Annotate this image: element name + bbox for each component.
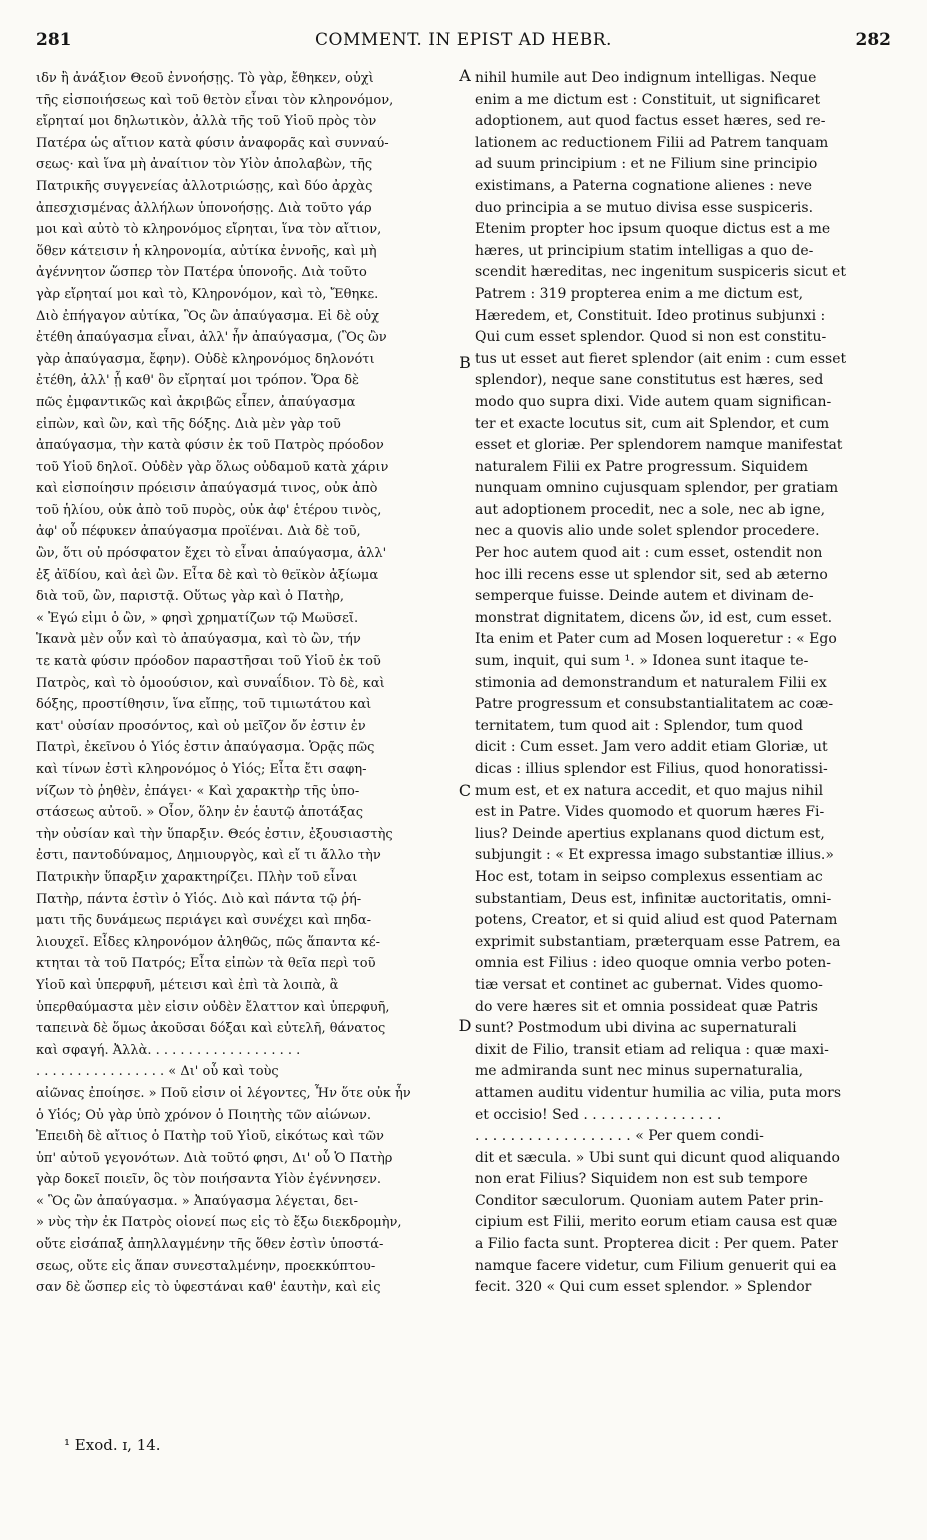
running-title: COMMENT. IN EPIST AD HEBR. bbox=[315, 30, 612, 50]
text-line: κατ' οὐσίαν προσόντος, καὶ οὐ μεῖζον ὄν ἐστιν ἐν bbox=[36, 718, 366, 734]
text-line: a Filio facta sunt. Propterea dicit : Per quem. Pater bbox=[475, 1236, 838, 1253]
text-line: me admiranda sunt nec minus supernaturalia, bbox=[475, 1063, 804, 1080]
text-line: ter et exacte locutus sit, cum ait Splendor, et cum bbox=[475, 415, 830, 432]
text-line: . . . . . . . . . . . . . . . . . . « Per quem condi- bbox=[475, 1128, 764, 1145]
text-line: lius? Deinde apertius explanans quod dictum est, bbox=[475, 825, 825, 842]
text-line: ternitatem, tum quod ait : Splendor, tum quod bbox=[475, 717, 803, 734]
right-page-number: 282 bbox=[855, 30, 891, 50]
text-line: Per hoc autem quod ait : cum esset, ostendit non bbox=[475, 545, 823, 562]
section-marker-a: A bbox=[459, 66, 471, 85]
text-line: duo principia a se mutuo divisa esse suspiceris. bbox=[475, 199, 814, 216]
text-line: ἀγέννητον ὥσπερ τὸν Πατέρα ὑπονοῆς. Διὰ τοῦτο bbox=[36, 265, 367, 281]
text-line: dicas : illius splendor est Filius, quod honoratissi- bbox=[475, 761, 828, 777]
text-line: hoc illi recens esse ut splendor sit, sed ab æterno bbox=[475, 566, 828, 583]
text-line: σαν δὲ ὥσπερ εἰς τὸ ὑφεστάναι καθ' ἑαυτὴν, καὶ εἰς bbox=[36, 1280, 381, 1296]
text-line: Patrem : 319 propterea enim a me dictum est, bbox=[475, 285, 804, 302]
text-line: σεως· καὶ ἵνα μὴ ἀναίτιον τὸν Υἱὸν ἀπολαβὼν, τῆς bbox=[36, 157, 373, 173]
text-line: » νὺς τὴν ἐκ Πατρὸς οἱονεί πως εἰς τὸ ἔξω διεκδρομὴν, bbox=[36, 1215, 402, 1231]
text-line: adoptionem, aut quod factus esset hæres, sed re- bbox=[475, 113, 826, 130]
text-line: sum, inquit, qui sum ¹. » Idonea sunt itaque te- bbox=[475, 653, 809, 670]
text-line: λιουχεῖ. Εἶδες κληρονόμον ἀληθῶς, πῶς ἅπαντα κέ- bbox=[36, 934, 380, 950]
text-line: substantiam, Deus est, infinitæ auctoritatis, omni- bbox=[475, 890, 832, 907]
text-line: stimonia ad demonstrandum et naturalem Filii ex bbox=[475, 674, 827, 691]
text-line: fecit. 320 « Qui cum esset splendor. » Splendor bbox=[475, 1279, 812, 1296]
text-line: Πατὴρ, πάντα ἐστὶν ὁ Υἱός. Διὸ καὶ πάντα τῷ ῥή- bbox=[36, 891, 362, 907]
section-marker-d: D bbox=[458, 1016, 472, 1035]
text-line: do vere hæres sit et omnia possideat quæ Patris bbox=[475, 998, 818, 1015]
text-line: dit et sæcula. » Ubi sunt qui dicunt quod aliquando bbox=[475, 1149, 840, 1166]
text-line: « Ὃς ὢν ἀπαύγασμα. » Ἀπαύγασμα λέγεται, δει- bbox=[36, 1193, 359, 1209]
text-line: esset et gloriæ. Per splendorem namque manifestat bbox=[475, 437, 843, 454]
text-line: nec a quovis alio unde solet splendor procedere. bbox=[475, 523, 820, 540]
text-line: Πατρὸς, καὶ τὸ ὁμοούσιον, καὶ συναΐδιον. Τὸ δὲ, καὶ bbox=[36, 675, 385, 691]
text-line: cipium est Filii, merito eorum etiam causa est quæ bbox=[475, 1214, 838, 1231]
text-line: naturalem Filii ex Patre progressum. Siquidem bbox=[475, 458, 809, 475]
text-line: εἰπὼν, καὶ ὢν, καὶ τῆς δόξης. Διὰ μὲν γὰρ τοῦ bbox=[36, 416, 341, 432]
text-line: ὅθεν κάτεισιν ἡ κληρονομία, αὐτίκα ἐννοῆς, καὶ μὴ bbox=[36, 243, 377, 259]
text-line: καὶ σφαγή. Ἀλλὰ. . . . . . . . . . . . . . . . . . . bbox=[36, 1042, 301, 1058]
text-line: ὑπερθαύμαστα μὲν εἰσιν οὐδὲν ἔλαττον καὶ ὑπερφυῆ, bbox=[36, 999, 390, 1015]
text-line: potens, Creator, et si quid aliud est quod Paternam bbox=[475, 912, 838, 929]
text-line: nihil humile aut Deo indignum intelligas. Neque bbox=[475, 70, 817, 86]
text-line: ματι τῆς δυνάμεως περιάγει καὶ συνέχει καὶ πηδα- bbox=[36, 913, 372, 929]
text-line: non erat Filius? Siquidem non est sub tempore bbox=[475, 1171, 808, 1188]
text-line: εἴρηταί μοι δηλωτικὸν, ἀλλὰ τῆς τοῦ Υἱοῦ πρὸς τὸν bbox=[36, 114, 377, 130]
text-line: γὰρ εἴρηταί μοι καὶ τὸ, Κληρονόμον, καὶ τὸ, Ἔθηκε. bbox=[36, 286, 379, 302]
text-line: tiæ versat et continet ac gubernat. Vides quomo- bbox=[475, 976, 823, 993]
text-line: νίζων τὸ ῥηθὲν, ἐπάγει· « Καὶ χαρακτὴρ τῆς ὑπο- bbox=[36, 783, 360, 799]
text-line: nunquam omnino cujusquam splendor, per gratiam bbox=[475, 480, 839, 497]
text-line: splendor), neque sane constitutus est hæres, sed bbox=[475, 372, 824, 389]
text-line: omnia est Filius : ideo quoque omnia verbo poten- bbox=[475, 955, 832, 972]
text-line: αἰῶνας ἐποίησε. » Ποῦ εἰσιν οἱ λέγοντες, Ἦν ὅτε οὐκ ἦν bbox=[36, 1085, 411, 1101]
text-line: τοῦ ἡλίου, οὐκ ἀπὸ τοῦ πυρὸς, οὐκ ἀφ' ἑτέρου τινὸς, bbox=[36, 502, 382, 518]
text-line: semperque fuisse. Deinde autem et divinam de- bbox=[475, 588, 814, 605]
text-line: καὶ τίνων ἐστὶ κληρονόμος ὁ Υἱός; Εἶτα ἔτι σαφη- bbox=[36, 762, 367, 777]
text-line: attamen auditu videntur humilia ac vilia, puta mors bbox=[475, 1084, 842, 1101]
page-header bbox=[36, 30, 891, 64]
text-line: Πατέρα ὡς αἴτιον κατὰ φύσιν ἀναφορᾶς καὶ συνναύ- bbox=[36, 135, 389, 151]
text-line: ἐστι, παντοδύναμος, Δημιουργὸς, καὶ εἴ τι ἄλλο τὴν bbox=[36, 848, 381, 864]
text-line: Πατρικῆς συγγενείας ἀλλοτριώσῃς, καὶ δύο ἀρχὰς bbox=[36, 178, 373, 194]
footnote: ¹ Exod. ɪ, 14. bbox=[64, 1436, 161, 1454]
text-line: et occisio! Sed . . . . . . . . . . . . . . . . bbox=[475, 1106, 722, 1123]
text-line: ἀπαύγασμα, τὴν κατὰ φύσιν ἐκ τοῦ Πατρὸς πρόοδον bbox=[36, 438, 384, 454]
text-line: Conditor sæculorum. Quoniam autem Pater prin- bbox=[475, 1192, 824, 1209]
text-line: Υἱοῦ καὶ ὑπερφυῆ, μέτεισι καὶ ἐπὶ τὰ λοιπὰ, ἃ bbox=[36, 977, 339, 993]
text-line: aut adoptionem procedit, nec a sole, nec ab igne, bbox=[475, 501, 826, 518]
text-line: Ἐπειδὴ δὲ αἴτιος ὁ Πατὴρ τοῦ Υἱοῦ, εἰκότως καὶ τῶν bbox=[36, 1129, 384, 1145]
text-line: ὁ Υἱός; Οὐ γὰρ ὑπὸ χρόνον ὁ Ποιητὴς τῶν αἰώνων. bbox=[36, 1107, 372, 1123]
text-line: dicit : Cum esset. Jam vero addit etiam Gloriæ, ut bbox=[475, 739, 828, 756]
text-line: namque facere videtur, cum Filium genuerit qui ea bbox=[475, 1257, 837, 1274]
text-line: Διὸ ἐπήγαγον αὐτίκα, Ὃς ὢν ἀπαύγασμα. Εἰ δὲ οὐχ bbox=[36, 308, 379, 324]
text-line: sunt? Postmodum ubi divina ac supernaturali bbox=[475, 1020, 797, 1037]
text-line: πῶς ἐμφαντικῶς καὶ ἀκριβῶς εἶπεν, ἀπαύγασμα bbox=[36, 394, 356, 410]
text-line: Hoc est, totam in seipso complexus essentiam ac bbox=[475, 868, 823, 885]
text-line: τὴν οὐσίαν καὶ τὴν ὕπαρξιν. Θεός ἐστιν, ἐξουσιαστὴς bbox=[36, 826, 393, 842]
text-line: γὰρ ἀπαύγασμα, ἔφην). Οὐδὲ κληρονόμος δηλονότι bbox=[36, 351, 375, 367]
text-line: ὑπ' αὐτοῦ γεγονότων. Διὰ τοῦτό φησι, Δι' οὗ Ὁ Πατὴρ bbox=[36, 1150, 393, 1166]
text-line: Patre progressum et consubstantialitatem ac coæ- bbox=[475, 696, 834, 713]
section-marker-b: B bbox=[459, 353, 471, 372]
text-line: μοι καὶ αὐτὸ τὸ κληρονόμος εἴρηται, ἵνα τὸν αἴτιον, bbox=[36, 222, 382, 238]
text-line: existimans, a Paterna cognatione alienes : neve bbox=[475, 177, 813, 194]
text-line: ἐτέθη, ἀλλ' ᾗ καθ' ὃν εἴρηταί μοι τρόπον. Ὅρα δὲ bbox=[36, 373, 360, 389]
text-line: subjungit : « Et expressa imago substantiæ illius.» bbox=[475, 847, 834, 864]
text-line: ἀφ' οὗ πέφυκεν ἀπαύγασμα προϊέναι. Διὰ δὲ τοῦ, bbox=[36, 524, 361, 540]
text-line: οὔτε εἰσάπαξ ἀπηλλαγμένην τῆς ὅθεν ἐστὶν ὑποστά- bbox=[36, 1237, 384, 1253]
left-page-number: 281 bbox=[36, 30, 72, 50]
text-line: dixit de Filio, transit etiam ad reliqua : quæ maxi- bbox=[475, 1041, 829, 1058]
text-line: ταπεινὰ δὲ ὅμως ἀκοῦσαι δόξαι καὶ εὐτελῆ, θάνατος bbox=[36, 1021, 386, 1037]
text-line: modo quo supra dixi. Vide autem quam significan- bbox=[475, 393, 832, 410]
text-line: γὰρ δοκεῖ ποιεῖν, ὃς τὸν ποιήσαντα Υἱὸν ἐγέννησεν. bbox=[36, 1172, 382, 1188]
text-line: Πατρὶ, ἐκεῖνου ὁ Υἱός ἐστιν ἀπαύγασμα. Ὁρᾷς πῶς bbox=[36, 740, 375, 756]
text-line: διὰ τοῦ, ὢν, παριστᾷ. Οὕτως γὰρ καὶ ὁ Πατὴρ, bbox=[36, 589, 345, 605]
text-line: monstrat dignitatem, dicens ὤν, id est, cum esset. bbox=[475, 609, 833, 626]
section-marker-c: C bbox=[458, 781, 472, 800]
text-line: δόξης, προστίθησιν, ἵνα εἴπῃς, τοῦ τιμιωτάτου καὶ bbox=[36, 697, 372, 713]
text-line: mum est, et ex natura accedit, et quo majus nihil bbox=[475, 782, 824, 799]
greek-text-column bbox=[36, 68, 456, 1428]
text-line: scendit hæreditas, nec ingenitum suspiceris sicut et bbox=[475, 264, 846, 281]
text-line: τοῦ Υἱοῦ δηλοῖ. Οὐδὲν γὰρ ὅλως οὐδαμοῦ κατὰ χάριν bbox=[36, 459, 389, 475]
text-line: ὢν, ὅτι οὐ πρόσφατον ἔχει τὸ εἶναι ἀπαύγασμα, ἀλλ' bbox=[36, 546, 387, 562]
text-line: ἐτέθη ἀπαύγασμα εἶναι, ἀλλ' ἦν ἀπαύγασμα, (Ὃς ὢν bbox=[36, 330, 387, 346]
text-line: « Ἐγώ εἰμι ὁ ὢν, » φησὶ χρηματίζων τῷ Μωϋσεῖ. bbox=[36, 610, 359, 626]
latin-text-column bbox=[475, 68, 890, 1428]
text-line: ιδν ἢ ἀνάξιον Θεοῦ ἐννοήσῃς. Τὸ γὰρ, ἔθηκεν, οὐχὶ bbox=[36, 71, 374, 86]
text-line: lationem ac reductionem Filii ad Patrem tanquam bbox=[475, 134, 829, 151]
text-line: . . . . . . . . . . . . . . . . « Δι' οὗ καὶ τοὺς bbox=[36, 1064, 279, 1080]
text-line: σεως, οὔτε εἰς ἅπαν συνεσταλμένην, προεκκύπτου- bbox=[36, 1258, 376, 1274]
text-line: est in Patre. Vides quomodo et quorum hæres Fi- bbox=[475, 804, 825, 821]
text-line: Πατρικὴν ὕπαρξιν χαρακτηρίζει. Πλὴν τοῦ εἶναι bbox=[36, 869, 358, 885]
text-line: ad suum principium : et ne Filium sine principio bbox=[475, 156, 818, 173]
text-line: τῆς εἰσποιήσεως καὶ τοῦ θετὸν εἶναι τὸν κληρονόμον, bbox=[36, 92, 394, 108]
text-line: Qui cum esset splendor. Quod si non est constitu- bbox=[475, 329, 827, 346]
text-line: Etenim propter hoc ipsum quoque dictus est a me bbox=[475, 221, 831, 238]
text-line: στάσεως αὐτοῦ. » Οἷον, ὅλην ἐν ἑαυτῷ ἀποτάξας bbox=[36, 805, 363, 821]
text-line: tus ut esset aut fieret splendor (ait enim : cum esset bbox=[475, 350, 847, 367]
text-line: Hæredem, et, Constituit. Ideo protinus subjunxi : bbox=[475, 307, 826, 324]
text-line: τε κατὰ φύσιν πρόοδον παραστῆσαι τοῦ Υἱοῦ ἐκ τοῦ bbox=[36, 654, 381, 670]
text-line: enim a me dictum est : Constituit, ut significaret bbox=[475, 91, 821, 108]
text-line: καὶ εἰσποίησιν πρόεισιν ἀπαύγασμά τινος, οὐκ ἀπὸ bbox=[36, 481, 378, 497]
text-line: ἐξ ἀϊδίου, καὶ ἀεὶ ὢν. Εἶτα δὲ καὶ τὸ θεϊκὸν ἀξίωμα bbox=[36, 567, 379, 583]
text-line: κτηται τὰ τοῦ Πατρός; Εἶτα εἰπὼν τὰ θεῖα περὶ τοῦ bbox=[36, 956, 376, 972]
text-line: Ita enim et Pater cum ad Mosen loqueretur : « Ego bbox=[475, 631, 837, 648]
text-line: hæres, ut principium statim intelligas a quo de- bbox=[475, 242, 814, 259]
text-line: ἀπεσχισμένας ἀλλήλων ὑπονοήσῃς. Διὰ τοῦτο γάρ bbox=[36, 200, 372, 216]
text-line: Ἱκανὰ μὲν οὖν καὶ τὸ ἀπαύγασμα, καὶ τὸ ὢν, τήν bbox=[36, 632, 361, 648]
text-line: exprimit substantiam, præterquam esse Patrem, ea bbox=[475, 933, 841, 950]
